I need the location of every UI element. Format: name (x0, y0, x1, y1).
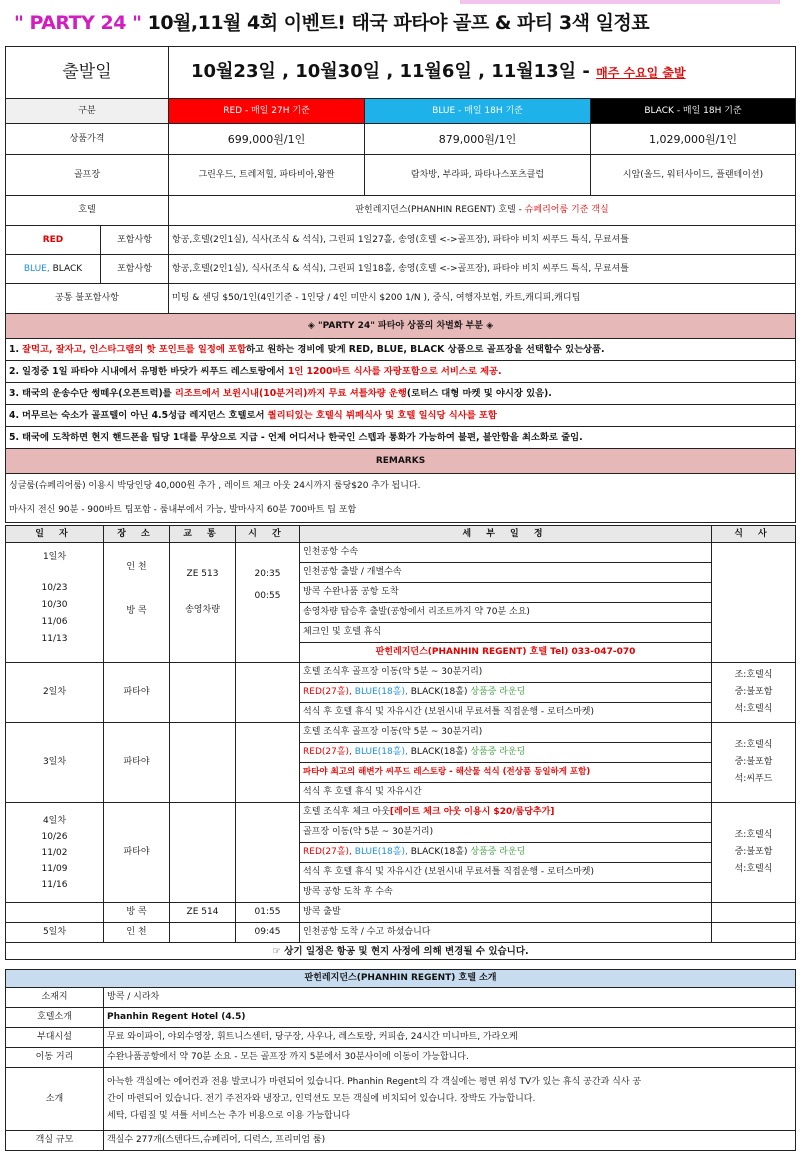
day2-transport (170, 663, 236, 723)
day2-place: 파타야 (104, 663, 170, 723)
day5-transport (170, 923, 236, 943)
feature-item (6, 339, 796, 361)
price-label: 상품가격 (6, 124, 169, 155)
day2-round (300, 683, 712, 703)
day5-row (6, 923, 796, 943)
day1-label: 1일차 (42, 552, 67, 562)
feature-num: 1. (9, 344, 20, 355)
hotel-value (169, 196, 796, 226)
col-date: 일 자 (6, 526, 104, 543)
round-blue: BLUE(18홀), (354, 747, 408, 757)
feature-text: 하고 원하는 경비에 맞게 RED, BLUE, BLACK 상품으로 골프장을 선택할수 있는상품. (246, 344, 605, 355)
price-row (6, 124, 796, 155)
feature-highlight: 리조트에서 보윈시내(10분거리)까지 무료 셔틀차량 운행 (174, 388, 407, 399)
day4-blank (6, 903, 104, 923)
feature-5 (6, 427, 796, 449)
round-black: BLACK(18홀) (410, 847, 468, 857)
round-blue: BLUE(18홀), (354, 687, 408, 697)
note-row (6, 943, 796, 960)
feature-highlight: 잘먹고, 잘자고, 인스타그램의 핫 포인트를 일정에 포함 (21, 344, 247, 355)
day4-time (236, 803, 300, 903)
day1-time-1: 20:35 (254, 569, 281, 579)
hotel-row-label: 부대시설 (6, 1028, 104, 1048)
day4-meal-2: 중:불포함 (734, 847, 773, 857)
remark-2: 마사지 전신 90분 - 900바트 팁포함 - 룸내부에서 가능, 발마사지 60분 700바트 팁 포함 (6, 498, 796, 523)
round-tail: 상품중 라운딩 (470, 747, 526, 757)
day5-label: 5일차 (6, 923, 104, 943)
red-includes: 항공,호텔(2인1실), 식사(조식 & 석식), 그린피 1일27홀, 송영(호텔 <->골프장), 파타야 비치 씨푸드 특식, 무료셔틀 (169, 226, 796, 255)
day1-transport: 송영차량 (185, 605, 220, 615)
day3-label: 3일차 (6, 723, 104, 803)
day4-date-3: 11/09 (41, 863, 68, 874)
day1-date-cell (6, 543, 104, 663)
day4-depart: 방콕 출발 (300, 903, 712, 923)
departure-dates (169, 47, 796, 99)
round-red: RED(27홀), (303, 847, 352, 857)
price-red: 699,000원/1인 (169, 124, 365, 155)
day4-place-2: 방 콕 (104, 903, 170, 923)
col-place: 장 소 (104, 526, 170, 543)
round-tail: 상품중 라운딩 (470, 847, 526, 857)
feature-text: 일정중 1일 파타야 시내에서 유명한 바닷가 씨푸드 레스토랑에서 (21, 366, 288, 377)
departure-row (6, 47, 796, 99)
day4-transport (170, 803, 236, 903)
excluded-row (6, 284, 796, 314)
day1-place-cell (104, 543, 170, 663)
day5-time: 09:45 (236, 923, 300, 943)
features-heading: ◈ "PARTY 24" 파타야 상품의 차별화 부분 ◈ (6, 314, 796, 339)
col-time: 시 간 (236, 526, 300, 543)
tier-blue: BLUE - 매일 18H 기준 (365, 99, 591, 124)
departure-label: 출발일 (6, 47, 169, 99)
hotel-label: 호텔 (6, 196, 169, 226)
col-meal: 식 사 (712, 526, 796, 543)
hotel-row-value: 무료 와이파이, 야외수영장, 휘트니스센터, 당구장, 사우나, 레스토랑, 커피숍, 24시간 미니마트, 가라오케 (104, 1028, 796, 1048)
hotel-name: 판힌레지던스(PHANHIN REGENT) 호텔 - (355, 205, 522, 215)
col-transport: 교 통 (170, 526, 236, 543)
day4-checkout (300, 803, 712, 823)
round-tail: 상품중 라운딩 (470, 687, 526, 697)
golf-blue: 람차방, 부라파, 파타나스포츠클럽 (365, 155, 591, 196)
day1-hotel-info: 판힌레지던스(PHANHIN REGENT) 호텔 Tel) 033-047-070 (300, 643, 712, 663)
title-decoration (460, 0, 780, 4)
day4-meal-3: 석:호텔식 (734, 864, 773, 874)
day4-depart-meal (712, 903, 796, 923)
day4-detail-3: 방콕 공항 도착 후 수속 (300, 883, 712, 903)
hotel-heading-row (6, 970, 796, 988)
feature-num: 5. (9, 432, 20, 443)
features-heading-row (6, 314, 796, 339)
blueblack-label (6, 255, 101, 284)
hotel-rooms-value: 객실수 277개(스텐다드,슈페리어, 디럭스, 프리미엄 룸) (104, 1131, 796, 1151)
day5-detail: 인천공항 도착 / 수고 하셨습니다 (300, 923, 712, 943)
feature-highlight: 퀄리티있는 호텔식 뷔페식사 및 호텔 일식당 식사를 포함 (267, 410, 497, 421)
day4-meals (712, 803, 796, 903)
day3-meal-3: 석:씨푸드 (734, 774, 773, 784)
feature-4 (6, 405, 796, 427)
hotel-intro-line: 세탁, 다림질 및 셔틀 서비스는 추가 비용으로 이용 가능합니다 (107, 1110, 351, 1121)
feature-text: 태국의 운송수단 썽떼우(오픈트럭)를 (21, 388, 175, 399)
blueblack-includes-label: 포함사항 (101, 255, 169, 284)
day3-meals (712, 723, 796, 803)
hotel-row-value: 방콕 / 시라차 (104, 988, 796, 1008)
round-blue: BLUE(18홀), (354, 847, 408, 857)
golf-red: 그린우드, 트레저힐, 파타비아,왕짠 (169, 155, 365, 196)
day2-label: 2일차 (6, 663, 104, 723)
day1-date-3: 11/06 (41, 617, 68, 627)
day2-time (236, 663, 300, 723)
round-black: BLACK(18홀) (410, 687, 468, 697)
day3-time (236, 723, 300, 803)
day2-meal-3: 석:호텔식 (734, 704, 773, 714)
hotel-row-label: 소재지 (6, 988, 104, 1008)
day1-detail-3: 방콕 수완나품 공항 도착 (300, 583, 712, 603)
departure-dates-text: 10월23일 , 10월30일 , 11월6일 , 11월13일 - (191, 61, 590, 82)
feature-text: 머무르는 숙소가 골프텔이 아닌 4.5성급 레지던스 호텔로서 (21, 410, 268, 421)
day3-meal-2: 중:불포함 (734, 757, 773, 767)
title-text: 10월,11월 4회 이벤트! 태국 파타야 골프 & 파티 3색 일정표 (147, 12, 650, 34)
hotel-row (6, 196, 796, 226)
hotel-info-row (6, 1028, 796, 1048)
day2-row (6, 663, 796, 683)
day4-flight: ZE 514 (170, 903, 236, 923)
golf-black: 시암(올드, 워터사이드, 플랜테이션) (591, 155, 796, 196)
remark-row (6, 498, 796, 523)
day3-meal-1: 조:호텔식 (734, 740, 773, 750)
day5-meal (712, 923, 796, 943)
round-black: BLACK(18홀) (410, 747, 468, 757)
day1-date-1: 10/23 (41, 583, 68, 593)
remarks-heading: REMARKS (6, 449, 796, 474)
feature-item (6, 405, 796, 427)
feature-text-tail: (로터스 대형 마켓 및 야시장 있음). (406, 388, 552, 399)
day2-meal-2: 중:불포함 (734, 687, 773, 697)
day3-row (6, 723, 796, 743)
day3-detail-3: 석식 후 호텔 휴식 및 자유시간 (300, 783, 712, 803)
feature-2 (6, 361, 796, 383)
day4-checkout-text: 호텔 조식후 체크 아웃 (303, 807, 390, 817)
day1-date-4: 11/13 (41, 634, 68, 644)
day1-row (6, 543, 796, 563)
departure-note (596, 66, 686, 80)
blue-label: BLUE, (23, 263, 50, 274)
day3-detail-1: 호텔 조식후 골프장 이동(약 5분 ~ 30분거리) (300, 723, 712, 743)
col-detail: 세 부 일 정 (300, 526, 712, 543)
feature-num: 3. (9, 388, 20, 399)
excluded-label: 공통 불포함사항 (6, 284, 169, 314)
schedule-table (5, 525, 796, 960)
day1-time-cell (236, 543, 300, 663)
day5-place: 인 천 (104, 923, 170, 943)
hotel-table (5, 969, 796, 1151)
feature-3 (6, 383, 796, 405)
departure-note-text: 매주 수요일 출발 (596, 66, 686, 80)
hotel-row-label: 호텔소개 (6, 1008, 104, 1028)
black-label: BLACK (52, 263, 83, 274)
hotel-intro (104, 1068, 796, 1131)
feature-num: 4. (9, 410, 20, 421)
day4-label: 4일차 (42, 815, 67, 826)
feature-item (6, 361, 796, 383)
blueblack-includes-row (6, 255, 796, 284)
hotel-rooms-row (6, 1131, 796, 1151)
remark-1: 싱글룸(슈페리어룸) 이용시 박당인당 40,000원 추가 , 레이트 체크 아웃 24시까지 룸당$20 추가 됩니다. (6, 474, 796, 499)
round-red: RED(27홀), (303, 687, 352, 697)
schedule-note: ☞ 상기 일정은 항공 및 현지 사정에 의해 변경될 수 있습니다. (6, 943, 796, 960)
title-highlight: " PARTY 24 " (14, 12, 142, 34)
feature-num: 2. (9, 366, 20, 377)
day1-place-1: 인 천 (126, 562, 147, 572)
feature-item (6, 427, 796, 449)
day4-detail-2: 석식 후 호텔 휴식 및 자유시간 (보윈시내 무료셔틀 직접운행 - 로터스마켓) (300, 863, 712, 883)
day1-detail-2: 인천공항 출발 / 개별수속 (300, 563, 712, 583)
feature-1 (6, 339, 796, 361)
day4-departure-row (6, 903, 796, 923)
blueblack-includes: 항공,호텔(2인1실), 식사(조식 & 석식), 그린피 1일18홀, 송영(호텔 <->골프장), 파타야 비치 씨푸드 특식, 무료셔틀 (169, 255, 796, 284)
hotel-intro-label: 소개 (6, 1068, 104, 1131)
hotel-row-value: 수완나품공항에서 약 70분 소요 - 모든 골프장 까지 5분에서 30분사이에 이동이 가능합니다. (104, 1048, 796, 1068)
golf-label: 골프장 (6, 155, 169, 196)
remarks-heading-row (6, 449, 796, 474)
red-label: RED (6, 226, 101, 255)
tier-black: BLACK - 매일 18H 기준 (591, 99, 796, 124)
hotel-info-row (6, 988, 796, 1008)
feature-highlight: 1인 1200바트 식사를 자랑포함으로 서비스로 제공. (287, 366, 502, 377)
day3-place: 파타야 (104, 723, 170, 803)
day4-date-2: 11/02 (41, 847, 68, 858)
day1-transport-cell (170, 543, 236, 663)
day1-detail-5: 체크인 및 호텔 휴식 (300, 623, 712, 643)
day3-transport (170, 723, 236, 803)
schedule-header (6, 526, 796, 543)
feature-text: 태국에 도착하면 현지 핸드폰을 팁당 1대를 무상으로 지급 - 언제 어디서나 한국인 스텝과 통화가 가능하여 불편, 불안함을 최소화로 줄임. (21, 432, 583, 443)
day2-meals (712, 663, 796, 723)
day4-place: 파타야 (104, 803, 170, 903)
day4-round (300, 843, 712, 863)
day4-depart-time: 01:55 (236, 903, 300, 923)
day4-date-1: 10/26 (41, 831, 68, 842)
day4-date-cell (6, 803, 104, 903)
category-label: 구분 (6, 99, 169, 124)
day1-time-2: 00:55 (254, 591, 281, 601)
hotel-rooms-label: 객실 규모 (6, 1131, 104, 1151)
day3-round (300, 743, 712, 763)
feature-item (6, 383, 796, 405)
red-includes-label: 포함사항 (101, 226, 169, 255)
day4-meal-1: 조:호텔식 (734, 830, 773, 840)
hotel-row-value: Phanhin Regent Hotel (4.5) (104, 1008, 796, 1028)
day3-detail-2: 파타야 최고의 해변가 씨푸드 레스토랑 - 해산물 석식 (전상품 동일하게 포함) (300, 763, 712, 783)
hotel-info-row (6, 1048, 796, 1068)
price-blue: 879,000원/1인 (365, 124, 591, 155)
day4-checkout-highlight: [레이트 체크 아웃 이용시 $20/룸당추가] (389, 807, 555, 817)
day4-detail-1: 골프장 이동(약 5분 ~ 30분거리) (300, 823, 712, 843)
round-red: RED(27홀), (303, 747, 352, 757)
hotel-intro-row (6, 1068, 796, 1131)
day1-flight: ZE 513 (186, 569, 219, 579)
category-row (6, 99, 796, 124)
day2-detail-2: 석식 후 호텔 휴식 및 자유시간 (보윈시내 무료셔틀 직접운행 - 로터스마켓) (300, 703, 712, 723)
day2-detail-1: 호텔 조식후 골프장 이동(약 5분 ~ 30분거리) (300, 663, 712, 683)
day2-meal-1: 조:호텔식 (734, 670, 773, 680)
day1-meal-cell (712, 543, 796, 663)
day1-detail-1: 인천공항 수속 (300, 543, 712, 563)
remark-row (6, 474, 796, 499)
day4-date-4: 11/16 (41, 879, 68, 890)
hotel-row-label: 이동 거리 (6, 1048, 104, 1068)
hotel-room-note: 슈페리어룸 기준 객실 (524, 205, 609, 215)
hotel-heading: 판힌레지던스(PHANHIN REGENT) 호텔 소개 (6, 970, 796, 988)
hotel-intro-line: 간이 마련되어 있습니다. 전기 주전자와 냉장고, 인덕션도 모든 객실에 비치되어 있습니다. 장박도 가능합니다. (107, 1093, 536, 1104)
day1-place-2: 방 콕 (126, 606, 147, 616)
hotel-intro-line: 아늑한 객실에는 에어컨과 전용 발코니가 마련되어 있습니다. Phanhin Regent의 각 객실에는 평면 위성 TV가 있는 휴식 공간과 식사 공 (107, 1076, 642, 1087)
price-black: 1,029,000원/1인 (591, 124, 796, 155)
excluded-value: 미팅 & 센딩 $50/1인(4인기준 - 1인당 / 4인 미만시 $200 1/N ), 중식, 여행자보험, 카트,캐디피,캐디팁 (169, 284, 796, 314)
product-table (5, 46, 796, 523)
red-includes-row (6, 226, 796, 255)
golf-row (6, 155, 796, 196)
page-title (14, 8, 649, 35)
hotel-info-row (6, 1008, 796, 1028)
day1-date-2: 10/30 (41, 600, 68, 610)
tier-red: RED - 매일 27H 기준 (169, 99, 365, 124)
day4-row (6, 803, 796, 823)
day1-detail-4: 송영차량 탑승후 출발(공항에서 리조트까지 약 70분 소요) (300, 603, 712, 623)
